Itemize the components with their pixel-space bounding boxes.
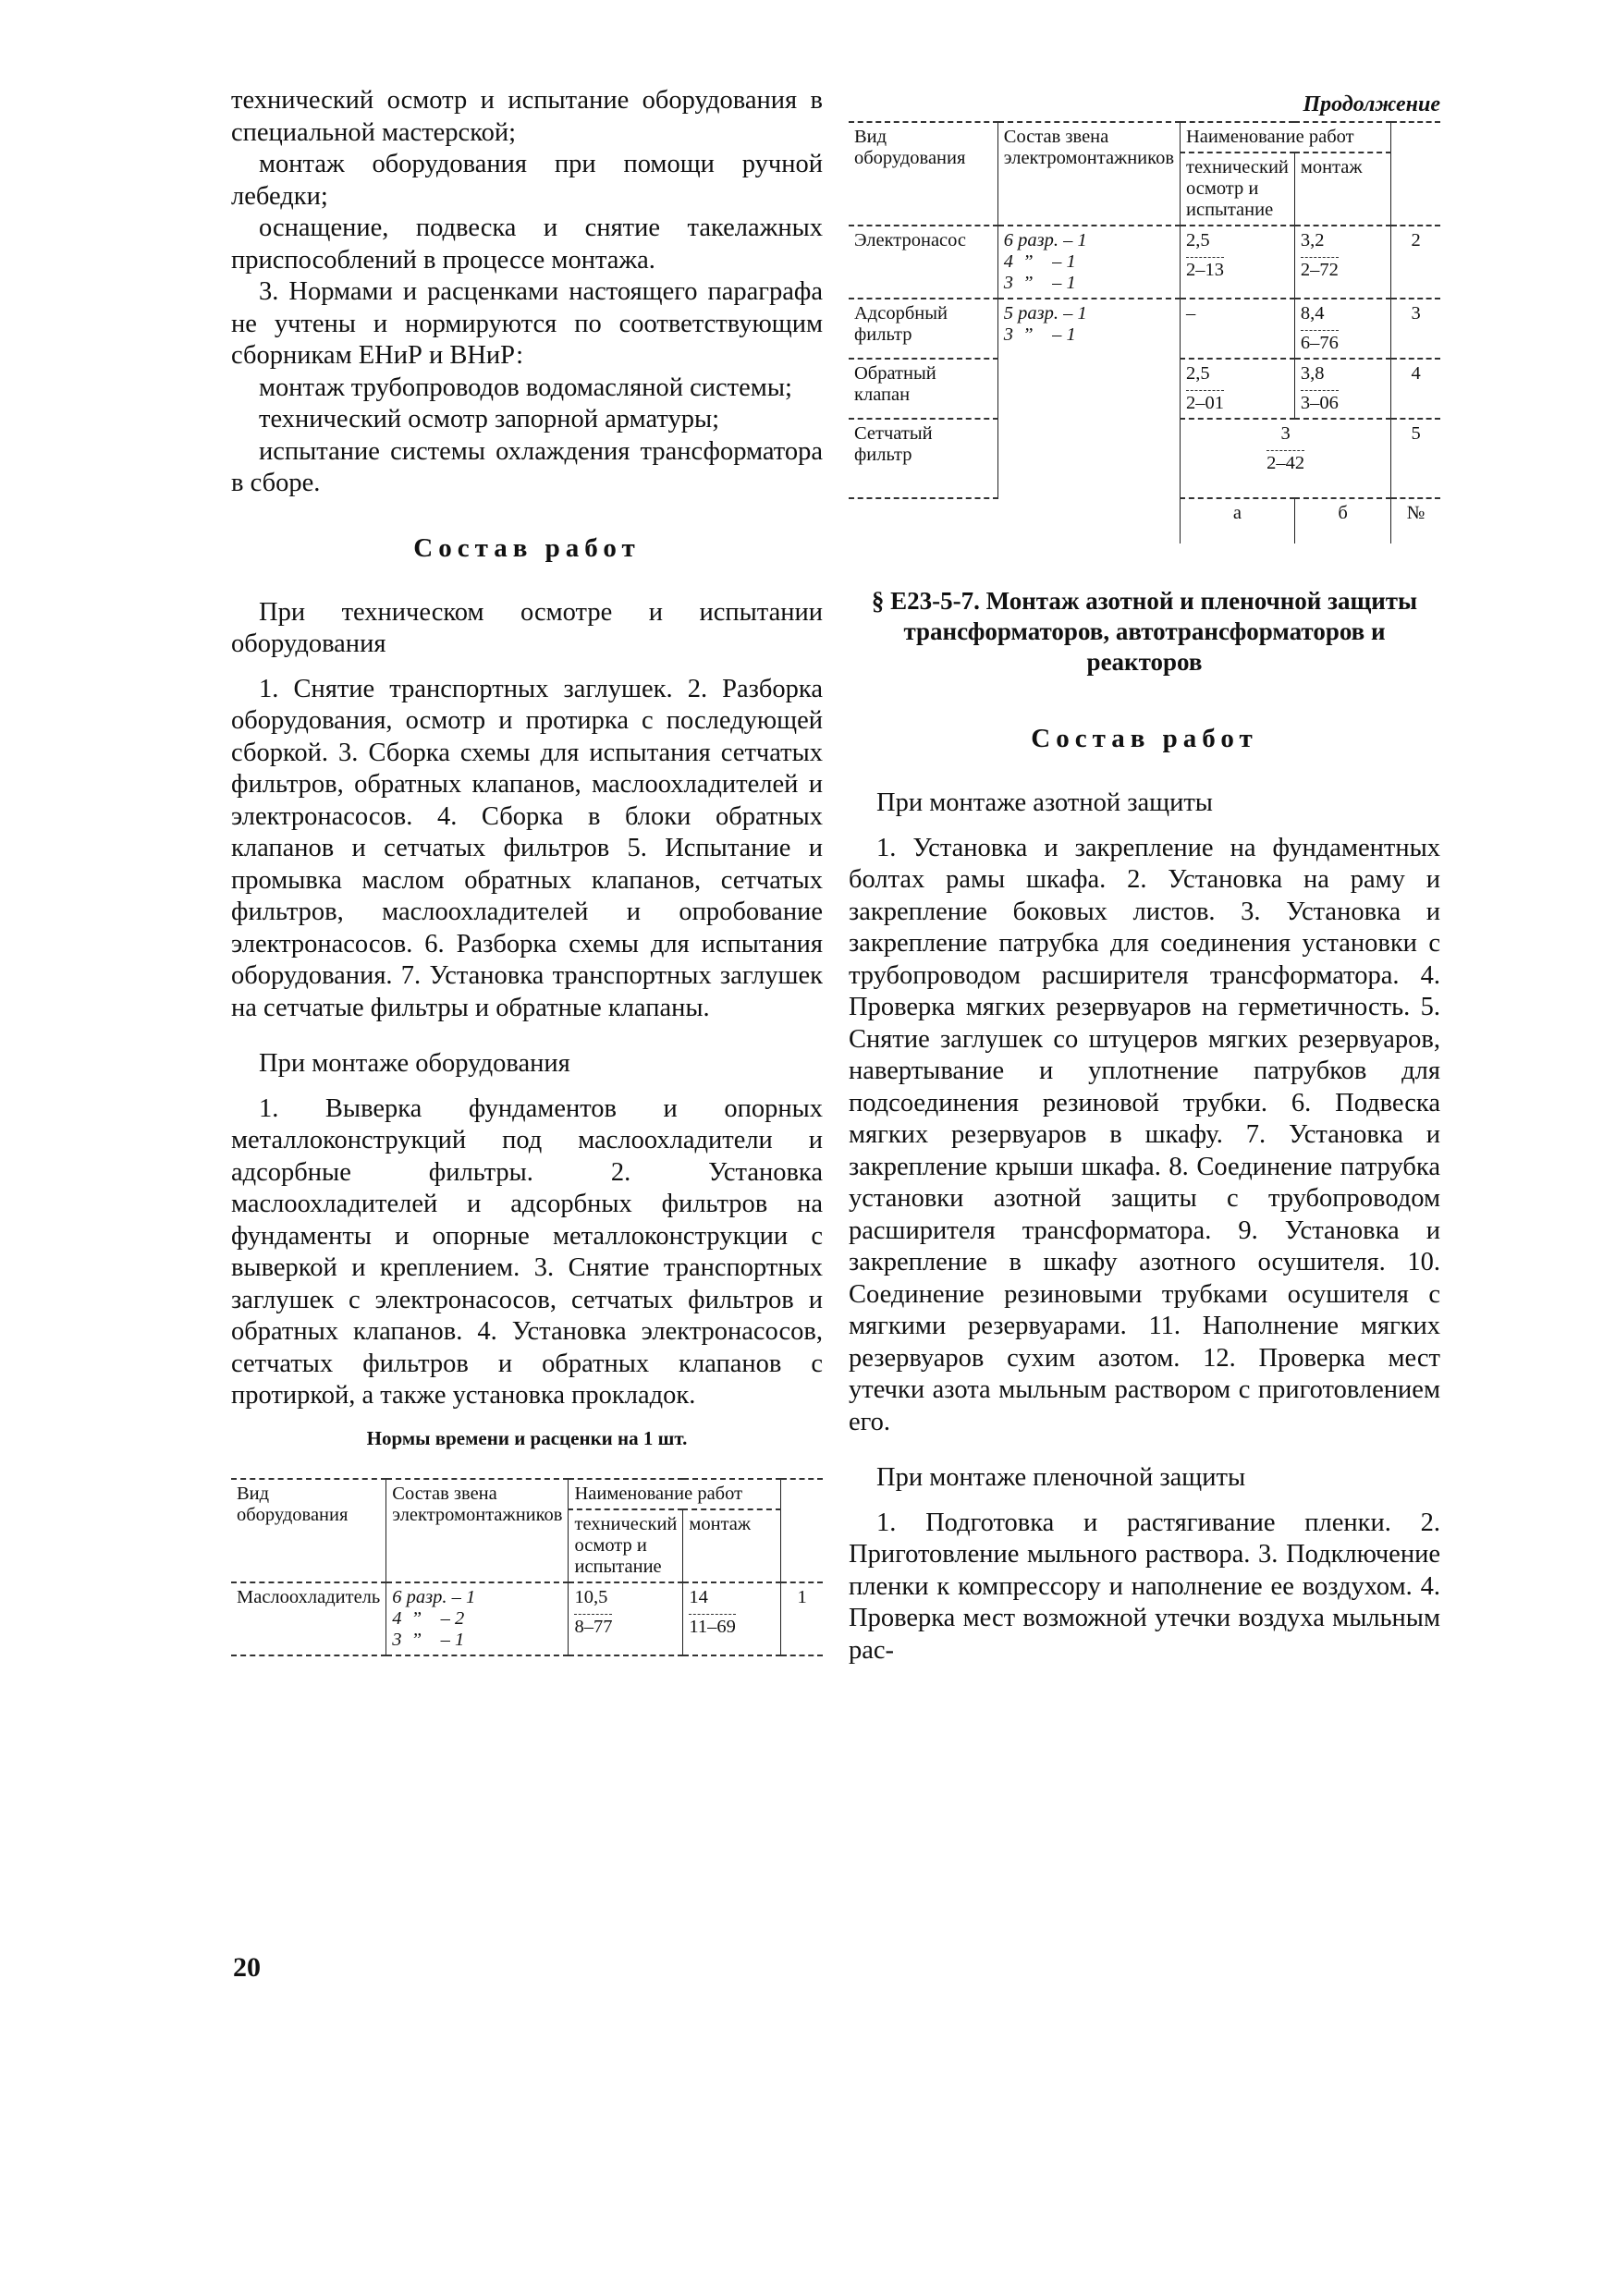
header-crew: Состав звена электромонтажников [386,1479,569,1582]
left-subheading-2: При монтаже оборудования [259,1049,570,1078]
norms-table-right [849,121,1440,543]
row-type: Сетчатый фильтр [849,419,997,498]
merged-hours: 3 [1280,423,1291,444]
left-heading: Состав работ [413,532,641,563]
header-inspect: технический осмотр и испытание [569,1509,683,1582]
row-type: Адсорбный фильтр [849,299,997,359]
intro-line-2: монтаж оборудования при помощи ручной лебедки; [231,150,823,211]
right-column [849,92,1440,1667]
norms-table-left [231,1478,823,1656]
left-column [231,85,823,1656]
row-number: 3 [1391,299,1440,359]
footer-col-b: б [1294,498,1390,543]
merged-price: 2–42 [1266,450,1304,474]
row-number: 4 [1391,359,1440,419]
mount-hours: 3,8 [1300,363,1325,384]
footer-col-a: а [1181,498,1295,543]
inspect-hours: – [1181,299,1295,359]
row-type: Электронасос [849,226,997,299]
right-subheading-1: При монтаже азотной защиты [876,788,1213,817]
right-paragraph-1: 1. Установка и закрепление на фундаментных болтах рамы шкафа. 2. Установка на раму и закрепление боковых листов. 3. Установка и закрепление патрубка для соединения установки с трубопроводом расширителя трансформатора. 4. Проверка мягких резервуаров на герметичность. 5. Снятие заглушек со штуцеров мягких резервуаров, навертывание и уплотнение патрубков для подсоединения резиновой трубки. 6. Подвеска мягких резервуаров в шкафу. 7. Установка и закрепление крыши шкафа. 8. Соединение патрубка установки азотной защиты с трубопроводом расширителя трансформатора. 9. Установка и закрепление в шкафу азотного осушителя. 10. Соединение резиновыми трубками осушителя с мягкими резервуарами. 11. Наполнение мягких резервуаров сухим азотом. 12. Проверка мест утечки азота мыльным раствором с приготовлением его. [849,833,1440,1436]
inspect-price: 8–77 [574,1614,612,1638]
mount-price: 6–76 [1301,330,1339,354]
mount-price: 2–72 [1301,257,1339,281]
intro-line-7: испытание системы охлаждения трансформатора в сборе. [231,436,823,497]
mount-price: 3–06 [1301,390,1339,414]
header-name: Наименование работ [1181,122,1391,153]
intro-line-6: технический осмотр запорной арматуры; [259,405,720,434]
left-paragraph-2: 1. Выверка фундаментов и опорных металлоконструкций под маслоохладители и адсорбные фильтры. 2. Установка маслоохладителей и адсорбных фильтров на фундаменты и опорные металлоконструкции с выверкой и креплением. 3. Снятие транспортных заглушек с электронасосов, сетчатых фильтров и обратных клапанов. 4. Установка электронасосов, сетчатых фильтров и обратных клапанов с протиркой, а также установка прокладок. [231,1093,823,1410]
inspect-hours: 10,5 [574,1586,608,1607]
continued-label: Продолжение [1303,92,1440,116]
right-subheading-2: При монтаже пленочной защиты [876,1463,1246,1492]
row-crew: 6 разр. – 1 4 ” – 1 3 ” – 1 [1003,230,1087,293]
left-subheading-1: При техническом осмотре и испытании оборудования [231,597,823,658]
right-paragraph-2: 1. Подготовка и растягивание пленки. 2. Приготовление мыльного раствора. 3. Подключение пленки к компрессору и наполнение ее воздухом. 4. Проверка мест возможной утечки воздуха мыльным рас- [849,1508,1440,1665]
row-number: 2 [1391,226,1440,299]
right-heading: Состав работ [1031,724,1258,753]
row-crew: 5 разр. – 1 3 ” – 1 [1003,303,1087,345]
section-title: § Е23-5-7. Монтаж азотной и пленочной защиты трансформаторов, автотрансформаторов и реакторов [871,587,1418,676]
header-crew: Состав звена электромонтажников [997,122,1180,226]
header-type: Вид оборудования [849,122,997,226]
inspect-hours: 2,5 [1186,363,1210,384]
mount-price: 11–69 [689,1614,736,1638]
page-number: 20 [233,1952,261,1983]
intro-line-5: монтаж трубопроводов водомасляной системы; [259,372,792,402]
mount-hours: 8,4 [1300,303,1325,324]
header-name: Наименование работ [569,1479,781,1509]
inspect-hours: 2,5 [1186,230,1210,250]
header-mount: монтаж [683,1509,781,1582]
inspect-price: 2–13 [1186,257,1224,281]
inspect-price: 2–01 [1186,390,1224,414]
table-caption: Нормы времени и расценки на 1 шт. [366,1426,688,1449]
footer-col-no: № [1391,498,1440,543]
row-crew: 6 разр. – 1 4 ” – 2 3 ” – 1 [392,1586,476,1650]
intro-line-4: 3. Нормами и расценками настоящего параграфа не учтены и нормируются по соответствующим сборникам ЕНиР и ВНиР: [231,277,823,370]
header-type: Вид оборудования [231,1479,386,1582]
left-paragraph-1: 1. Снятие транспортных заглушек. 2. Разборка оборудования, осмотр и протирка с последующей сборкой. 3. Сборка схемы для испытания сетчатых фильтров, обратных клапанов, маслоохладителей и электронасосов. 4. Сборка в блоки обратных клапанов и сетчатых фильтров 5. Испытание и промывка маслом обратных клапанов, сетчатых фильтров, маслоохладителей и опробование электронасосов. 6. Разборка схемы для испытания оборудования. 7. Установка транспортных заглушек на сетчатые фильтры и обратные клапаны. [231,674,823,1022]
row-type: Маслоохладитель [231,1582,386,1655]
intro-line-1: технический осмотр и испытание оборудования в специальной мастерской; [231,86,823,147]
row-number: 1 [781,1582,823,1655]
header-inspect: технический осмотр и испытание [1181,153,1295,226]
row-type: Обратный клапан [849,359,997,419]
header-mount: монтаж [1294,153,1390,226]
mount-hours: 14 [689,1586,708,1607]
mount-hours: 3,2 [1300,230,1325,250]
intro-line-3: оснащение, подвеска и снятие такелажных приспособлений в процессе монтажа. [231,214,823,275]
row-number: 5 [1391,419,1440,498]
